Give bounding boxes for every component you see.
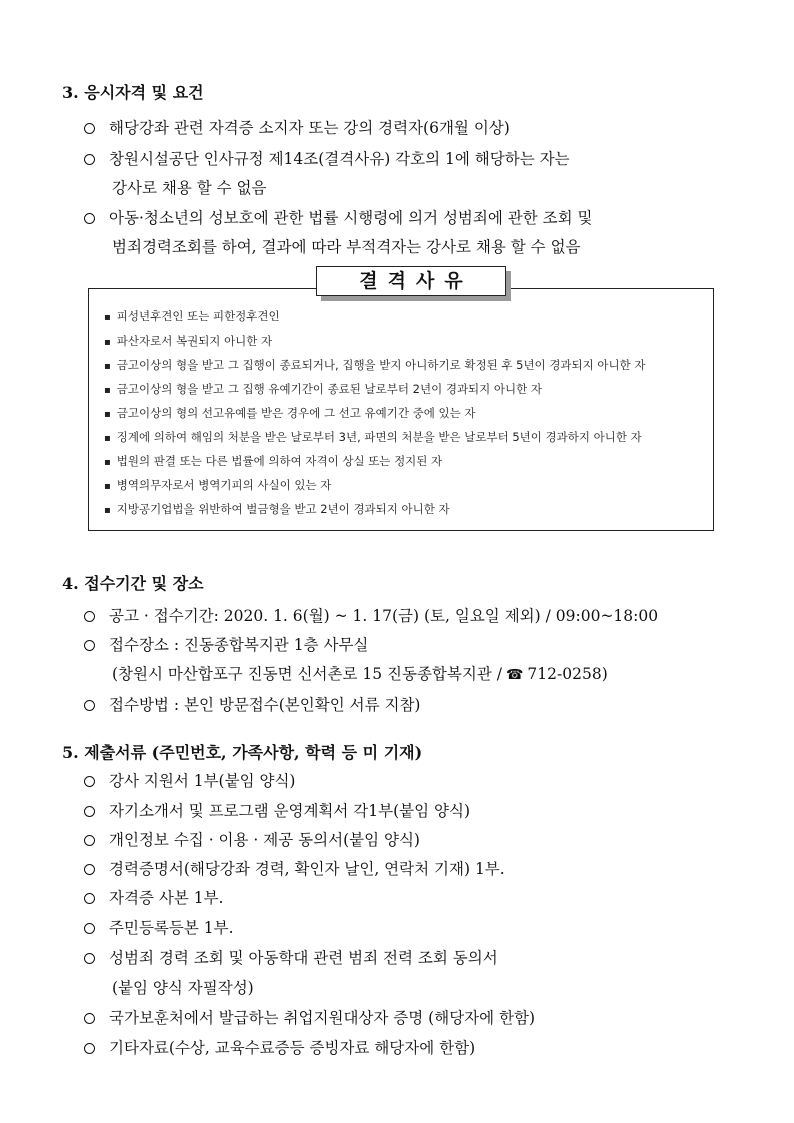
hollow-circle-icon — [84, 154, 95, 165]
disqualification-reason: ▪ 금고이상의 형을 받고 그 집행 유예기간이 종료된 날로부터 2년이 경과되지 아니한 자 — [104, 382, 543, 396]
list-item: 강사 지원서 1부(붙임 양식) — [84, 769, 295, 791]
hollow-circle-icon — [84, 893, 95, 904]
section-5-heading: 5. 제출서류 (주민번호, 가족사항, 학력 등 미 기재) — [62, 743, 423, 762]
section-3-heading: 3. 응시자격 및 요건 — [62, 83, 204, 102]
disqualification-reason: ▪ 금고이상의 형을 받고 그 집행이 종료되거나, 집행을 받지 아니하기로 확정된 후 5년이 경과되지 아니한 자 — [104, 358, 646, 372]
list-item-continuation: 범죄경력조회를 하여, 결과에 따라 부적격자는 강사로 채용 할 수 없음 — [112, 238, 581, 256]
hollow-circle-icon — [84, 640, 95, 651]
hollow-circle-icon — [84, 700, 95, 711]
hollow-circle-icon — [84, 611, 95, 622]
hollow-circle-icon — [84, 923, 95, 934]
hollow-circle-icon — [84, 864, 95, 875]
list-item: 공고 · 접수기간: 2020. 1. 6(월) ~ 1. 17(금) (토, 일요일 제외) / 09:00~18:00 — [84, 604, 658, 626]
telephone-icon: ☎ — [505, 667, 524, 683]
list-item: 국가보훈처에서 발급하는 취업지원대상자 증명 (해당자에 한함) — [84, 1006, 535, 1028]
disqualification-reason: ▪ 병역의무자로서 병역기피의 사실이 있는 자 — [104, 478, 332, 492]
disqualification-reason: ▪ 징계에 의하여 해임의 처분을 받은 날로부터 3년, 파면의 처분을 받은 날로부터 5년이 경과하지 아니한 자 — [104, 430, 642, 444]
list-item: 성범죄 경력 조회 및 아동학대 관련 범죄 전력 조회 동의서 — [84, 946, 498, 968]
list-item: 접수방법 : 본인 방문접수(본인확인 서류 지참) — [84, 693, 420, 715]
list-item: 해당강좌 관련 자격증 소지자 또는 강의 경력자(6개월 이상) — [84, 116, 510, 138]
hollow-circle-icon — [84, 776, 95, 787]
disqualification-reason: ▪ 파산자로서 복권되지 아니한 자 — [104, 334, 273, 348]
hollow-circle-icon — [84, 835, 95, 846]
list-item: 접수장소 : 진동종합복지관 1층 사무실 — [84, 633, 368, 655]
hollow-circle-icon — [84, 1043, 95, 1054]
hollow-circle-icon — [84, 123, 95, 134]
list-item: 자기소개서 및 프로그램 운영계획서 각1부(붙임 양식) — [84, 799, 470, 821]
disqualification-title: 결격사유 — [316, 266, 506, 296]
hollow-circle-icon — [84, 213, 95, 224]
list-item-continuation: (붙임 양식 자필작성) — [112, 979, 254, 997]
list-item: 경력증명서(해당강좌 경력, 확인자 날인, 연락처 기재) 1부. — [84, 857, 505, 879]
disqualification-reason: ▪ 금고이상의 형의 선고유예를 받은 경우에 그 선고 유예기간 중에 있는 자 — [104, 406, 476, 420]
list-item: 아동·청소년의 성보호에 관한 법률 시행령에 의거 성범죄에 관한 조회 및 — [84, 206, 593, 228]
list-item: 창원시설공단 인사규정 제14조(결격사유) 각호의 1에 해당하는 자는 — [84, 147, 570, 169]
hollow-circle-icon — [84, 806, 95, 817]
disqualification-reason: ▪ 피성년후견인 또는 피한정후견인 — [104, 309, 280, 323]
hollow-circle-icon — [84, 1013, 95, 1024]
disqualification-title-wrap — [316, 266, 512, 302]
hollow-circle-icon — [84, 953, 95, 964]
section-4-heading: 4. 접수기간 및 장소 — [62, 574, 204, 593]
list-item-continuation: 강사로 채용 할 수 없음 — [112, 179, 267, 197]
disqualification-reason: ▪ 법원의 판결 또는 다른 법률에 의하여 자격이 상실 또는 정지된 자 — [104, 454, 443, 468]
address-line: (창원시 마산합포구 진동면 신서촌로 15 진동종합복지관 / ☎ 712-0258) — [112, 665, 608, 683]
disqualification-reason: ▪ 지방공기업법을 위반하여 벌금형을 받고 2년이 경과되지 아니한 자 — [104, 502, 450, 516]
list-item: 주민등록등본 1부. — [84, 916, 234, 938]
list-item: 개인정보 수집 · 이용 · 제공 동의서(붙임 양식) — [84, 828, 420, 850]
list-item: 기타자료(수상, 교육수료증등 증빙자료 해당자에 한함) — [84, 1036, 475, 1058]
list-item: 자격증 사본 1부. — [84, 886, 223, 908]
